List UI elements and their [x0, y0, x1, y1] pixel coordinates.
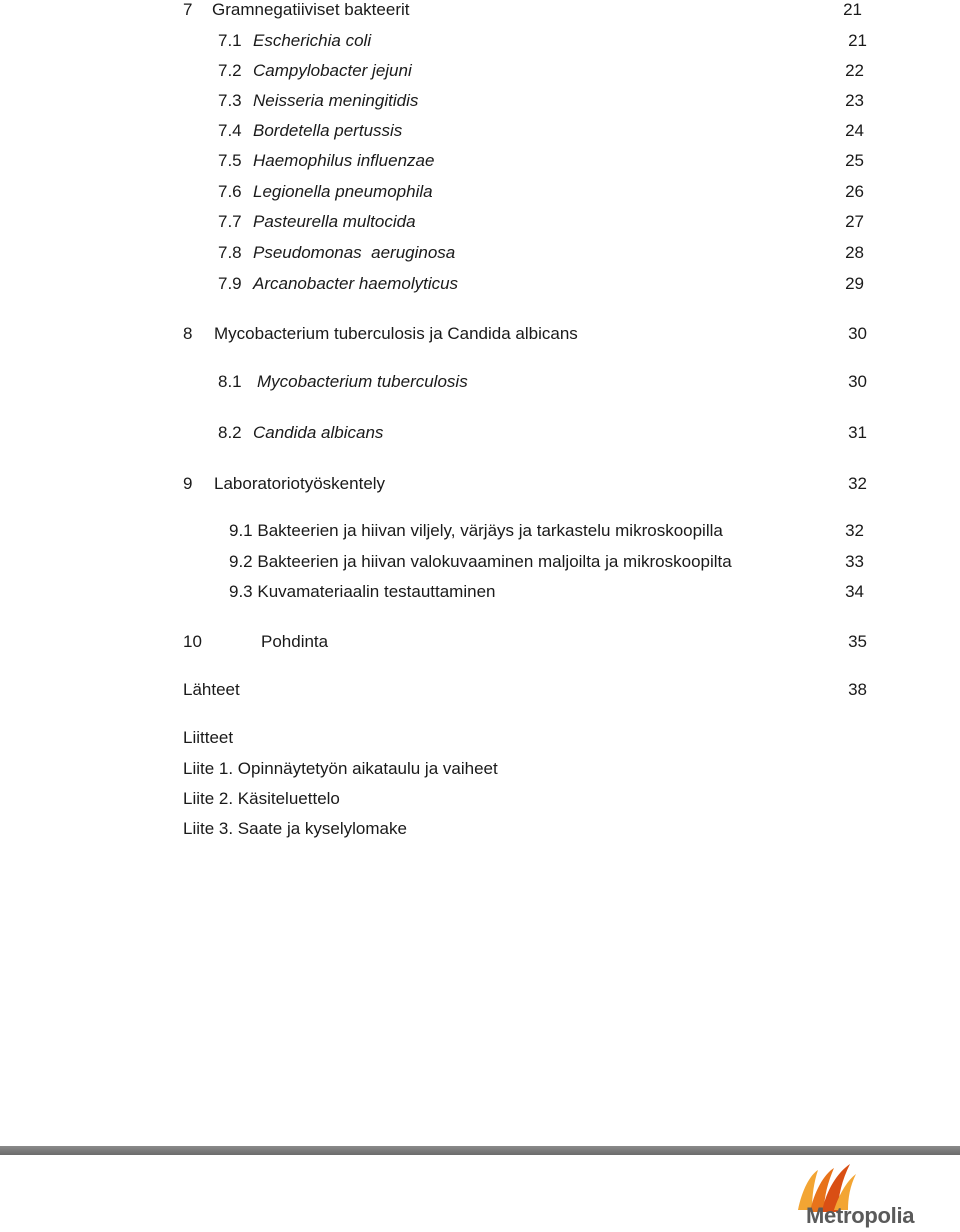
toc-entry-7-1[interactable] — [0, 31, 960, 51]
toc-title: Pseudomonas aeruginosa — [253, 243, 456, 262]
toc-number: 7.2 — [218, 61, 242, 80]
toc-title: Gramnegatiiviset bakteerit — [212, 0, 410, 19]
toc-page-number: 23 — [845, 91, 864, 110]
toc-entry-7-7[interactable] — [0, 212, 960, 232]
toc-entry-appendix-3[interactable] — [0, 819, 960, 839]
toc-entry-appendix-1[interactable] — [0, 759, 960, 779]
toc-number: 7.8 — [218, 243, 242, 262]
toc-entry-9-1[interactable] — [0, 521, 960, 541]
toc-title: Liite 1. Opinnäytetyön aikataulu ja vaiheet — [183, 759, 498, 778]
toc-title: Haemophilus influenzae — [253, 151, 435, 170]
toc-entry-9-2[interactable] — [0, 552, 960, 572]
toc-entry-7-5[interactable] — [0, 151, 960, 171]
toc-page-number: 32 — [845, 521, 864, 540]
toc-page-number: 33 — [845, 552, 864, 571]
toc-title: Liitteet — [183, 728, 234, 747]
toc-entry-7-4[interactable] — [0, 121, 960, 141]
toc-number: 7.1 — [218, 31, 242, 50]
toc-title: 9.1 Bakteerien ja hiivan viljely, värjäys ja tarkastelu mikroskoopilla — [229, 521, 723, 540]
toc-entry-7-2[interactable] — [0, 61, 960, 81]
toc-page-number: 38 — [848, 680, 867, 699]
toc-entry-9-3[interactable] — [0, 582, 960, 602]
toc-entry-7-3[interactable] — [0, 91, 960, 111]
toc-entry-chapter-9[interactable] — [0, 474, 960, 494]
toc-entry-appendices[interactable] — [0, 728, 960, 748]
toc-title: Pasteurella multocida — [253, 212, 416, 231]
toc-page-number: 27 — [845, 212, 864, 231]
toc-number: 7.4 — [218, 121, 242, 140]
toc-entry-7-9[interactable] — [0, 274, 960, 294]
toc-page-number: 28 — [845, 243, 864, 262]
toc-page-number: 30 — [848, 324, 867, 343]
toc-title: Laboratoriotyöskentely — [214, 474, 386, 493]
toc-entry-references[interactable] — [0, 680, 960, 700]
toc-page-number: 21 — [848, 31, 867, 50]
toc-title: 9.3 Kuvamateriaalin testauttaminen — [229, 582, 496, 601]
toc-number: 7.5 — [218, 151, 242, 170]
toc-title: Escherichia coli — [253, 31, 372, 50]
toc-entry-chapter-10[interactable] — [0, 632, 960, 652]
toc-title: Pohdinta — [261, 632, 329, 651]
toc-title: Mycobacterium tuberculosis ja Candida albicans — [214, 324, 578, 343]
toc-number: 8 — [183, 324, 193, 343]
toc-entry-8-2[interactable] — [0, 423, 960, 443]
toc-number: 7.6 — [218, 182, 242, 201]
toc-entry-appendix-2[interactable] — [0, 789, 960, 809]
toc-entry-7-8[interactable] — [0, 243, 960, 263]
toc-number: 7 — [183, 0, 193, 19]
toc-title: Neisseria meningitidis — [253, 91, 419, 110]
toc-entry-7-6[interactable] — [0, 182, 960, 202]
toc-number: 7.9 — [218, 274, 242, 293]
toc-title: 9.2 Bakteerien ja hiivan valokuvaaminen maljoilta ja mikroskoopilta — [229, 552, 732, 571]
toc-page-number: 22 — [845, 61, 864, 80]
toc-page-number: 21 — [843, 0, 862, 19]
toc-title: Candida albicans — [253, 423, 384, 442]
toc-page-number: 26 — [845, 182, 864, 201]
toc-title: Liite 2. Käsiteluettelo — [183, 789, 340, 808]
toc-number: 7.7 — [218, 212, 242, 231]
toc-entry-8-1[interactable] — [0, 372, 960, 392]
toc-title: Arcanobacter haemolyticus — [253, 274, 459, 293]
toc-title: Lähteet — [183, 680, 240, 699]
toc-page-number: 32 — [848, 474, 867, 493]
toc-number: 9 — [183, 474, 193, 493]
toc-title: Liite 3. Saate ja kyselylomake — [183, 819, 407, 838]
toc-title: Mycobacterium tuberculosis — [257, 372, 468, 391]
toc-entry-chapter-7[interactable] — [0, 0, 960, 20]
toc-page-number: 29 — [845, 274, 864, 293]
toc-page-number: 34 — [845, 582, 864, 601]
toc-number: 7.3 — [218, 91, 242, 110]
logo-wordmark: Metropolia — [806, 1203, 915, 1228]
toc-title: Legionella pneumophila — [253, 182, 433, 201]
toc-title: Campylobacter jejuni — [253, 61, 412, 80]
toc-entry-chapter-8[interactable] — [0, 324, 960, 344]
toc-page-number: 31 — [848, 423, 867, 442]
toc-title: Bordetella pertussis — [253, 121, 403, 140]
toc-page-number: 30 — [848, 372, 867, 391]
footer-divider — [0, 1146, 960, 1155]
toc-page-number: 24 — [845, 121, 864, 140]
toc-number: 8.1 — [218, 372, 242, 391]
toc-number: 10 — [183, 632, 202, 651]
toc-page-number: 35 — [848, 632, 867, 651]
toc-page-number: 25 — [845, 151, 864, 170]
toc-number: 8.2 — [218, 423, 242, 442]
